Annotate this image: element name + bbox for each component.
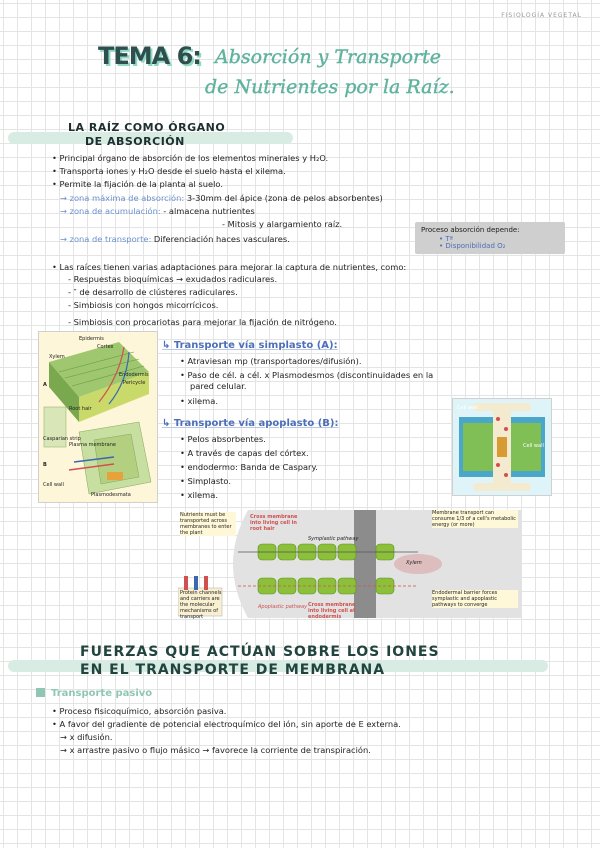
figure-label: Apoplastic pathway	[258, 604, 308, 610]
title-line-2: de Nutrientes por la Raíz.	[205, 76, 455, 98]
passive-transport-title: Transporte pasivo	[51, 688, 153, 699]
figure-label: Cortex	[97, 344, 114, 350]
section1-line: • Permite la fijación de la planta al suelo.	[52, 179, 223, 189]
apoplast-heading	[162, 418, 338, 429]
figure-note: Endodermal barrier forces symplastic and apoplastic pathways to converge	[432, 590, 518, 608]
figure-note: Cross membrane into living cell at endodermis	[308, 602, 356, 620]
apoplast-item: • Simplasto.	[180, 476, 231, 486]
zone-line	[60, 193, 383, 204]
section2-title-line2: EN EL TRANSPORTE DE MEMBRANA	[80, 662, 386, 678]
apoplast-item: • Pelos absorbentes.	[180, 434, 266, 444]
zone-line	[60, 234, 290, 245]
apoplast-item: • xilema.	[180, 490, 218, 500]
callout-item: • Disponibilidad O₂	[439, 242, 506, 250]
zone-line	[222, 219, 342, 230]
figure-mark-a: A	[43, 382, 47, 388]
simplast-item: • Paso de cél. a cél. x Plasmodesmos (discontinuidades en la	[180, 370, 434, 380]
zone-line	[60, 206, 255, 217]
zone-label: → zona de acumulación:	[60, 206, 161, 216]
figure-note: Nutrients must be transported across membranes to enter the plant	[180, 512, 236, 536]
apoplast-title: ↳ Transporte vía apoplasto (B):	[162, 418, 339, 429]
root-pathway-figure	[38, 331, 158, 503]
figure-label: Cell wall	[523, 443, 544, 449]
casparian-strip-figure	[452, 398, 552, 496]
figure-label: Cell wall	[457, 405, 478, 411]
figure-label: Pericycle	[123, 380, 146, 386]
simplast-item: pared celular.	[190, 381, 247, 391]
adaptation-line: - Simbiosis con hongos micorrícicos.	[68, 300, 219, 310]
simplast-item: • xilema.	[180, 396, 218, 406]
zone-label: → zona máxima de absorción:	[60, 193, 185, 203]
figure-label: Plasmodesmata	[91, 492, 131, 498]
section2-line: • Proceso fisicoquímico, absorción pasiva.	[52, 706, 227, 716]
simplast-heading	[162, 340, 338, 351]
figure-note: Protein channels and carriers are the molecular mechanisms of transport	[180, 590, 222, 620]
pathways-figure	[178, 506, 522, 622]
adaptation-line: • Las raíces tienen varias adaptaciones para mejorar la captura de nutrientes, como:	[52, 262, 407, 272]
section2-title-line1: FUERZAS QUE ACTÚAN SOBRE LOS IONES	[80, 644, 440, 660]
figure-label: Casparian strip	[43, 436, 81, 442]
simplast-item: • Atraviesan mp (transportadores/difusión).	[180, 356, 362, 366]
figure-note: Cross membrane into living cell in root hair	[250, 514, 298, 532]
section2-line: → x difusión.	[60, 732, 113, 742]
zone-label: → zona de transporte:	[60, 234, 152, 244]
figure-label: Xylem	[406, 560, 422, 566]
section2-line: → x arrastre pasivo o flujo másico → favorece la corriente de transpiración.	[60, 745, 371, 755]
section-marker-icon	[36, 688, 45, 697]
figure-label: Cell wall	[43, 482, 64, 488]
apoplast-item: • A través de capas del córtex.	[180, 448, 309, 458]
section1-line: • Transporta iones y H₂O desde el suelo hasta el xilema.	[52, 166, 286, 176]
title-line-1: Absorción y Transporte	[215, 46, 441, 68]
section1-title-line1: LA RAÍZ COMO ÓRGANO	[68, 121, 226, 134]
figure-label: Root hair	[69, 406, 92, 412]
section2-line: • A favor del gradiente de potencial electroquímico del ión, sin aporte de E externa.	[52, 719, 401, 729]
section1-line: • Principal órgano de absorción de los elementos minerales y H₂O.	[52, 153, 329, 163]
tema-number: TEMA 6:	[98, 42, 201, 70]
absorption-callout	[415, 222, 565, 254]
zone-text: - Mitosis y alargamiento raíz.	[222, 219, 343, 229]
figure-label: Symplastic pathway	[308, 536, 359, 542]
figure-label: Epidermis	[79, 336, 104, 342]
adaptation-line: - Simbiosis con procariotas para mejorar la fijación de nitrógeno.	[68, 317, 337, 327]
passive-transport-heading	[36, 688, 152, 699]
subject-label: FISIOLOGÍA VEGETAL	[501, 12, 582, 19]
callout-item: • Tª	[439, 235, 453, 243]
zone-text: - almacena nutrientes	[163, 206, 255, 216]
adaptation-line: - ″ de desarrollo de clústeres radiculares.	[68, 287, 238, 297]
simplast-title: ↳ Transporte vía simplasto (A):	[162, 340, 338, 351]
callout-title: Proceso absorción depende:	[421, 226, 520, 234]
section1-title-line2: DE ABSORCIÓN	[85, 135, 185, 148]
adaptation-line: - Respuestas bioquímicas → exudados radiculares.	[68, 274, 278, 284]
figure-label: Plasma membrane	[69, 442, 116, 448]
zone-text: 3-30mm del ápice (zona de pelos absorbentes)	[186, 193, 383, 203]
figure-note: Membrane transport can consume 1/3 of a cell's metabolic energy (or more)	[432, 510, 518, 528]
figure-label: Xylem	[49, 354, 65, 360]
figure-label: Endodermis	[119, 372, 149, 378]
zone-text: Diferenciación haces vasculares.	[153, 234, 290, 244]
figure-mark-b: B	[43, 462, 47, 468]
apoplast-item: • endodermo: Banda de Caspary.	[180, 462, 318, 472]
